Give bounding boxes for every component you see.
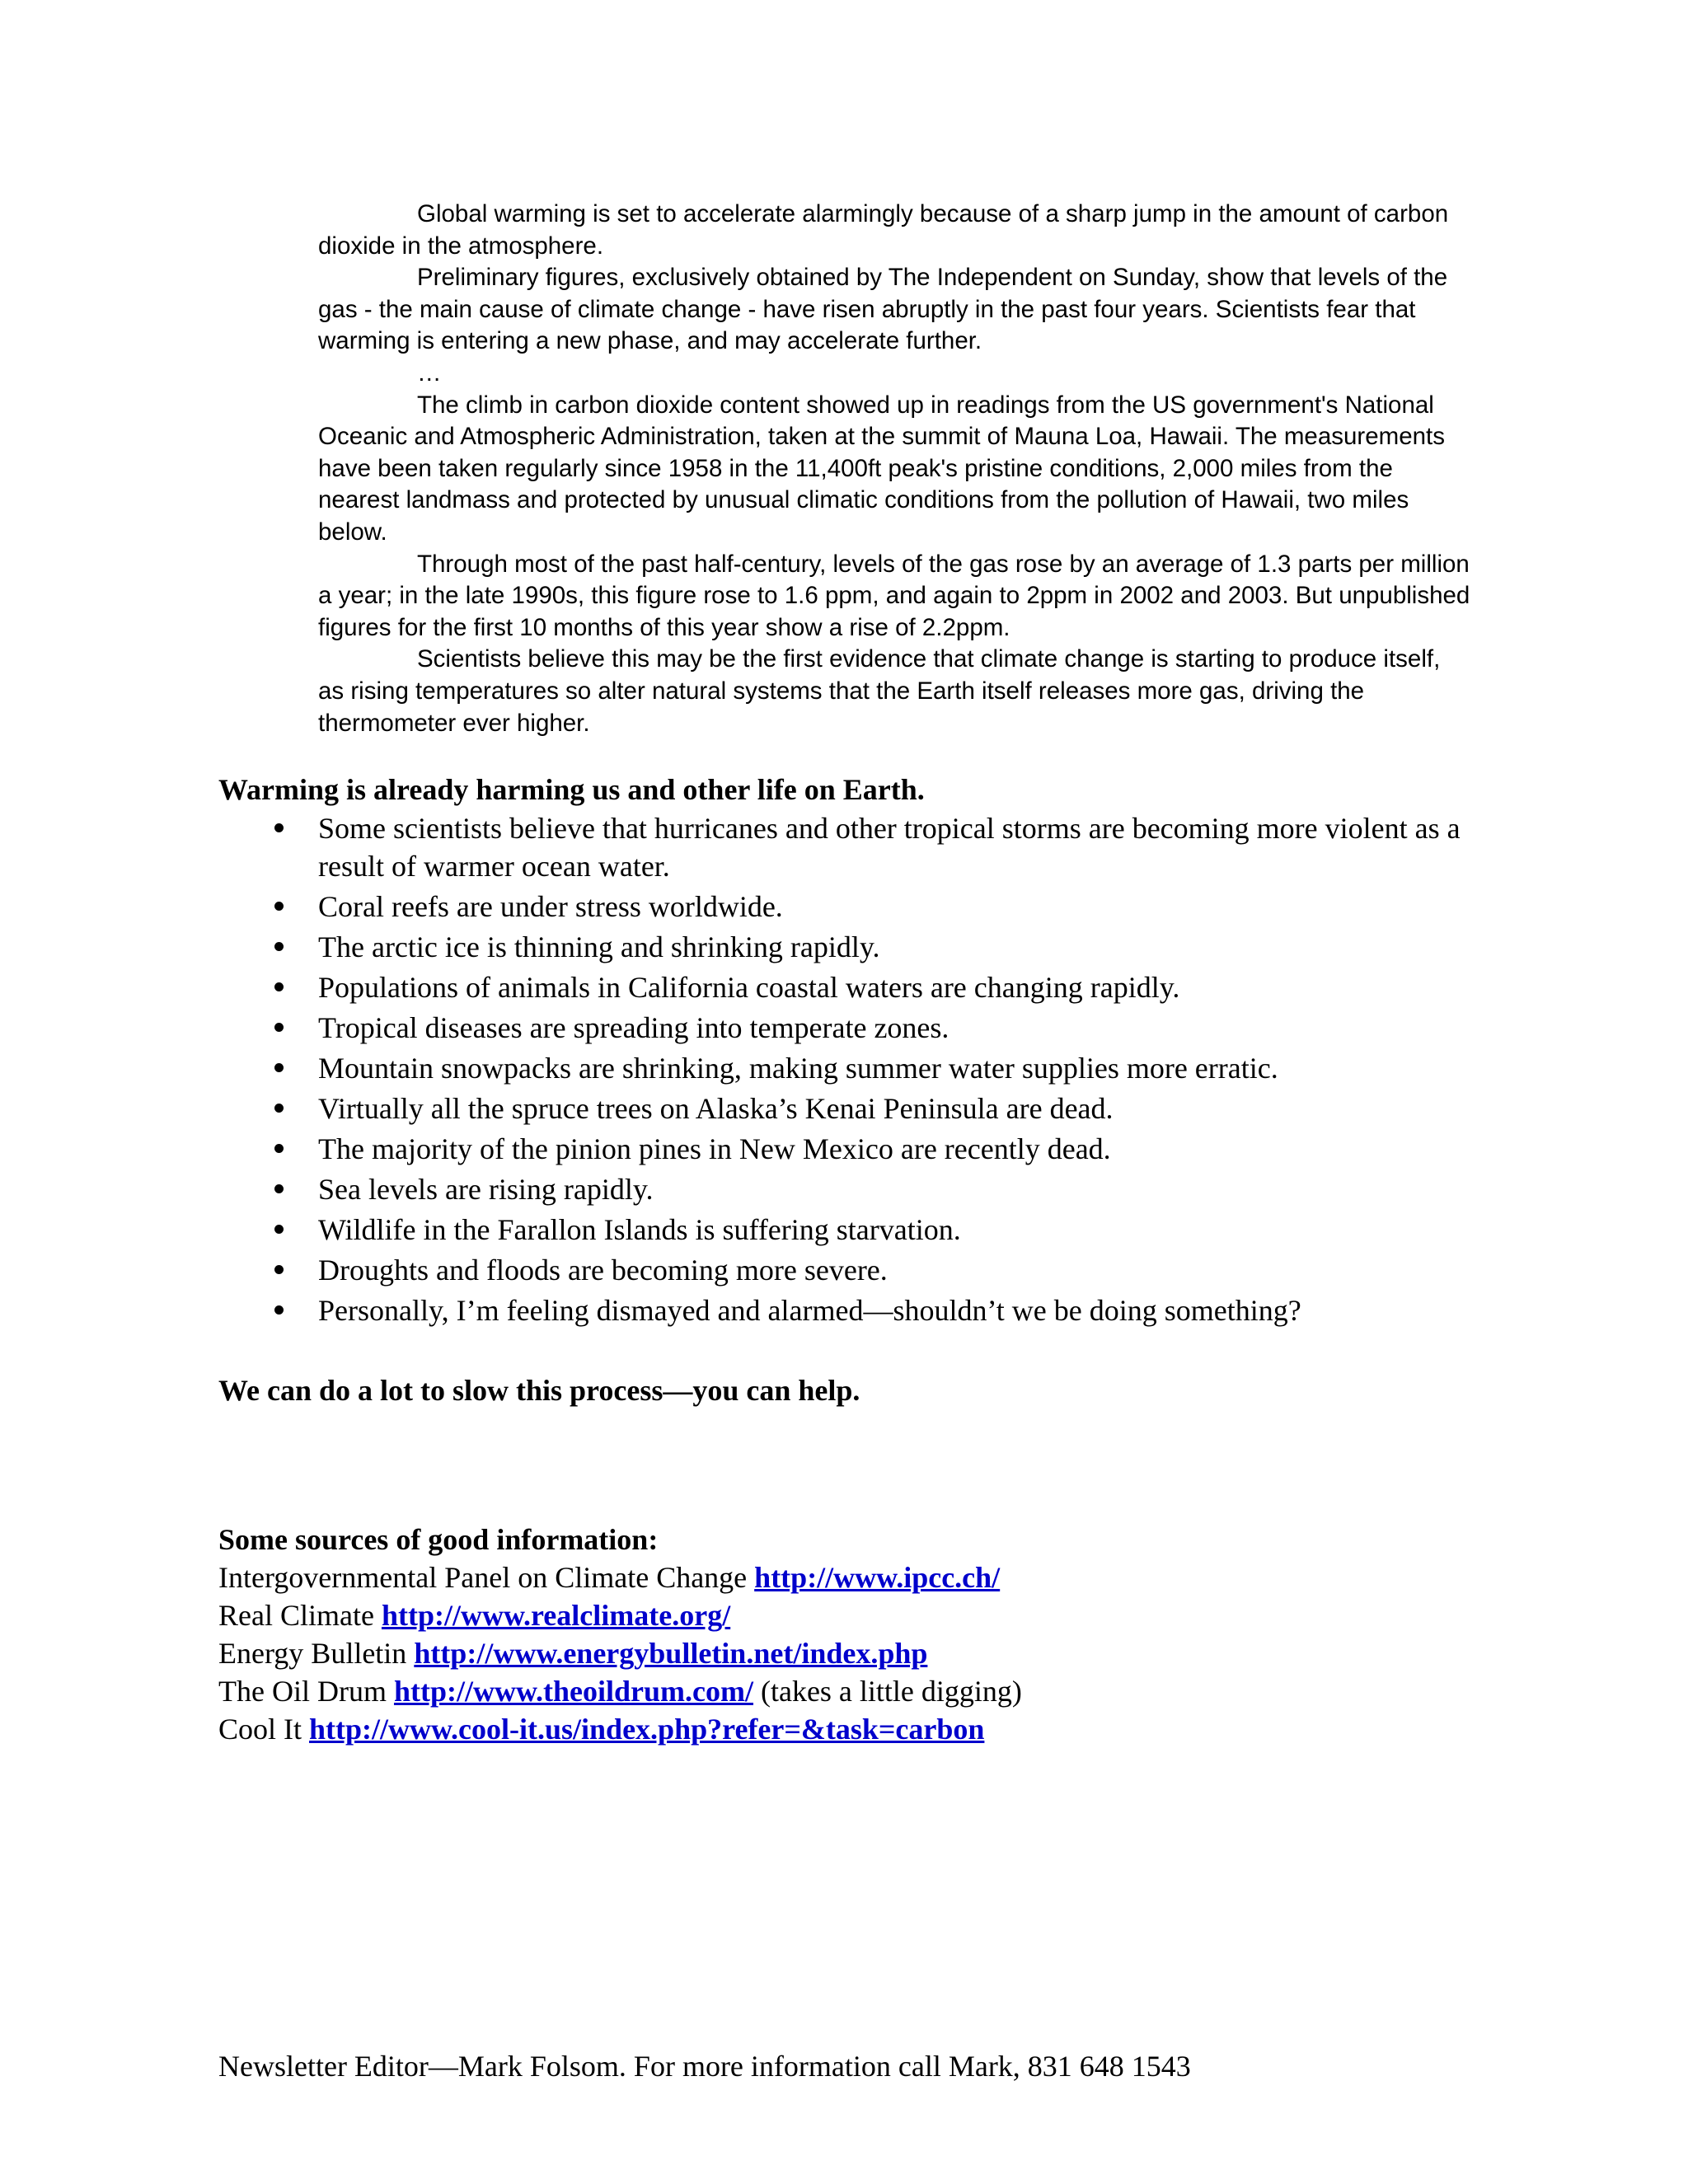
source-link-coolit[interactable]: http://www.cool-it.us/index.php?refer=&task=carbon <box>309 1713 985 1746</box>
source-name: Real Climate <box>218 1599 374 1632</box>
list-item-text: The majority of the pinion pines in New Mexico are recently dead. <box>318 1132 1111 1165</box>
bullet-icon <box>274 1305 284 1315</box>
source-link-realclimate[interactable]: http://www.realclimate.org/ <box>381 1599 731 1632</box>
list-item <box>218 888 1504 926</box>
source-link-theoildrum[interactable]: http://www.theoildrum.com/ <box>393 1675 753 1708</box>
bullet-icon <box>274 942 284 951</box>
quote-paragraph: The climb in carbon dioxide content showed up in readings from the US government's National Oceanic and Atmospheric Administration, taken at the summit of Mauna Loa, Hawaii. The measurements have been taken regularly since 1958 in the 11,400ft peak's pristine conditions, 2,000 miles from the nearest landmass and protected by unusual climatic conditions from the pollution of Hawaii, two miles below. <box>318 391 1445 546</box>
bullet-icon <box>274 823 284 832</box>
quote-ellipsis: … <box>417 359 442 387</box>
source-name: Cool It <box>218 1713 302 1746</box>
list-item <box>218 1251 1504 1289</box>
source-name: The Oil Drum <box>218 1675 387 1708</box>
list-item <box>218 1090 1504 1127</box>
quote-paragraph: Global warming is set to accelerate alarmingly because of a sharp jump in the amount of carbon dioxide in the atmosphere. <box>318 200 1449 260</box>
list-item-text: The arctic ice is thinning and shrinking rapidly. <box>318 930 880 963</box>
source-link-ipcc[interactable]: http://www.ipcc.ch/ <box>754 1561 1001 1594</box>
list-item <box>218 968 1504 1006</box>
quote-paragraph: Through most of the past half-century, levels of the gas rose by an average of 1.3 parts per million a year; in the late 1990s, this figure rose to 1.6 ppm, and again to 2ppm in 2002 and 2003. But unpublished figures for the first 10 months of this year show a rise of 2.2ppm. <box>318 550 1470 641</box>
bullet-icon <box>274 902 284 911</box>
source-entry <box>218 1596 1537 1634</box>
source-entry <box>218 1710 1537 1748</box>
bullet-icon <box>274 1184 284 1193</box>
bullet-icon <box>274 1265 284 1274</box>
list-item <box>218 928 1504 966</box>
list-item <box>218 1211 1504 1249</box>
list-item <box>218 809 1504 885</box>
source-name: Energy Bulletin <box>218 1637 407 1670</box>
list-item <box>218 1291 1504 1329</box>
list-item-text: Some scientists believe that hurricanes and other tropical storms are becoming more violent as a result of warmer ocean water. <box>318 812 1461 883</box>
list-item-text: Coral reefs are under stress worldwide. <box>318 890 783 923</box>
sources-section <box>218 1521 1537 1748</box>
harm-heading: Warming is already harming us and other life on Earth. <box>218 773 925 806</box>
list-item-text: Tropical diseases are spreading into temperate zones. <box>318 1011 950 1044</box>
bullet-icon <box>274 982 284 991</box>
list-item-text: Virtually all the spruce trees on Alaska’s Kenai Peninsula are dead. <box>318 1092 1114 1125</box>
list-item-text: Populations of animals in California coastal waters are changing rapidly. <box>318 971 1180 1004</box>
bullet-icon <box>274 1063 284 1072</box>
list-item <box>218 1170 1504 1208</box>
bullet-icon <box>274 1023 284 1032</box>
sources-heading: Some sources of good information: <box>218 1523 659 1556</box>
bullet-icon <box>274 1144 284 1153</box>
list-item <box>218 1130 1504 1168</box>
bullet-icon <box>274 1225 284 1234</box>
quoted-article <box>318 199 1472 739</box>
list-item <box>218 1049 1504 1087</box>
quote-paragraph: Scientists believe this may be the first evidence that climate change is starting to produce itself, as rising temperatures so alter natural systems that the Earth itself releases more gas, driving the thermometer ever higher. <box>318 645 1441 737</box>
source-link-energybulletin[interactable]: http://www.energybulletin.net/index.php <box>414 1637 928 1670</box>
list-item-text: Droughts and floods are becoming more severe. <box>318 1254 888 1286</box>
source-entry <box>218 1672 1537 1710</box>
source-entry <box>218 1558 1537 1596</box>
quote-paragraph: Preliminary figures, exclusively obtained by The Independent on Sunday, show that levels of the gas - the main cause of climate change - have risen abruptly in the past four years. Scientists fear that warming is entering a new phase, and may accelerate further. <box>318 264 1448 355</box>
help-heading: We can do a lot to slow this process—you can help. <box>218 1374 860 1407</box>
list-item-text: Personally, I’m feeling dismayed and alarmed—shouldn’t we be doing something? <box>318 1294 1301 1327</box>
harm-list <box>218 809 1504 1332</box>
source-note: (takes a little digging) <box>760 1675 1022 1708</box>
list-item <box>218 1009 1504 1047</box>
source-entry <box>218 1634 1537 1672</box>
source-name: Intergovernmental Panel on Climate Change <box>218 1561 748 1594</box>
list-item-text: Mountain snowpacks are shrinking, making summer water supplies more erratic. <box>318 1052 1278 1085</box>
list-item-text: Wildlife in the Farallon Islands is suffering starvation. <box>318 1213 961 1246</box>
footer-contact: Newsletter Editor—Mark Folsom. For more information call Mark, 831 648 1543 <box>218 2050 1191 2083</box>
bullet-icon <box>274 1104 284 1113</box>
list-item-text: Sea levels are rising rapidly. <box>318 1173 654 1206</box>
